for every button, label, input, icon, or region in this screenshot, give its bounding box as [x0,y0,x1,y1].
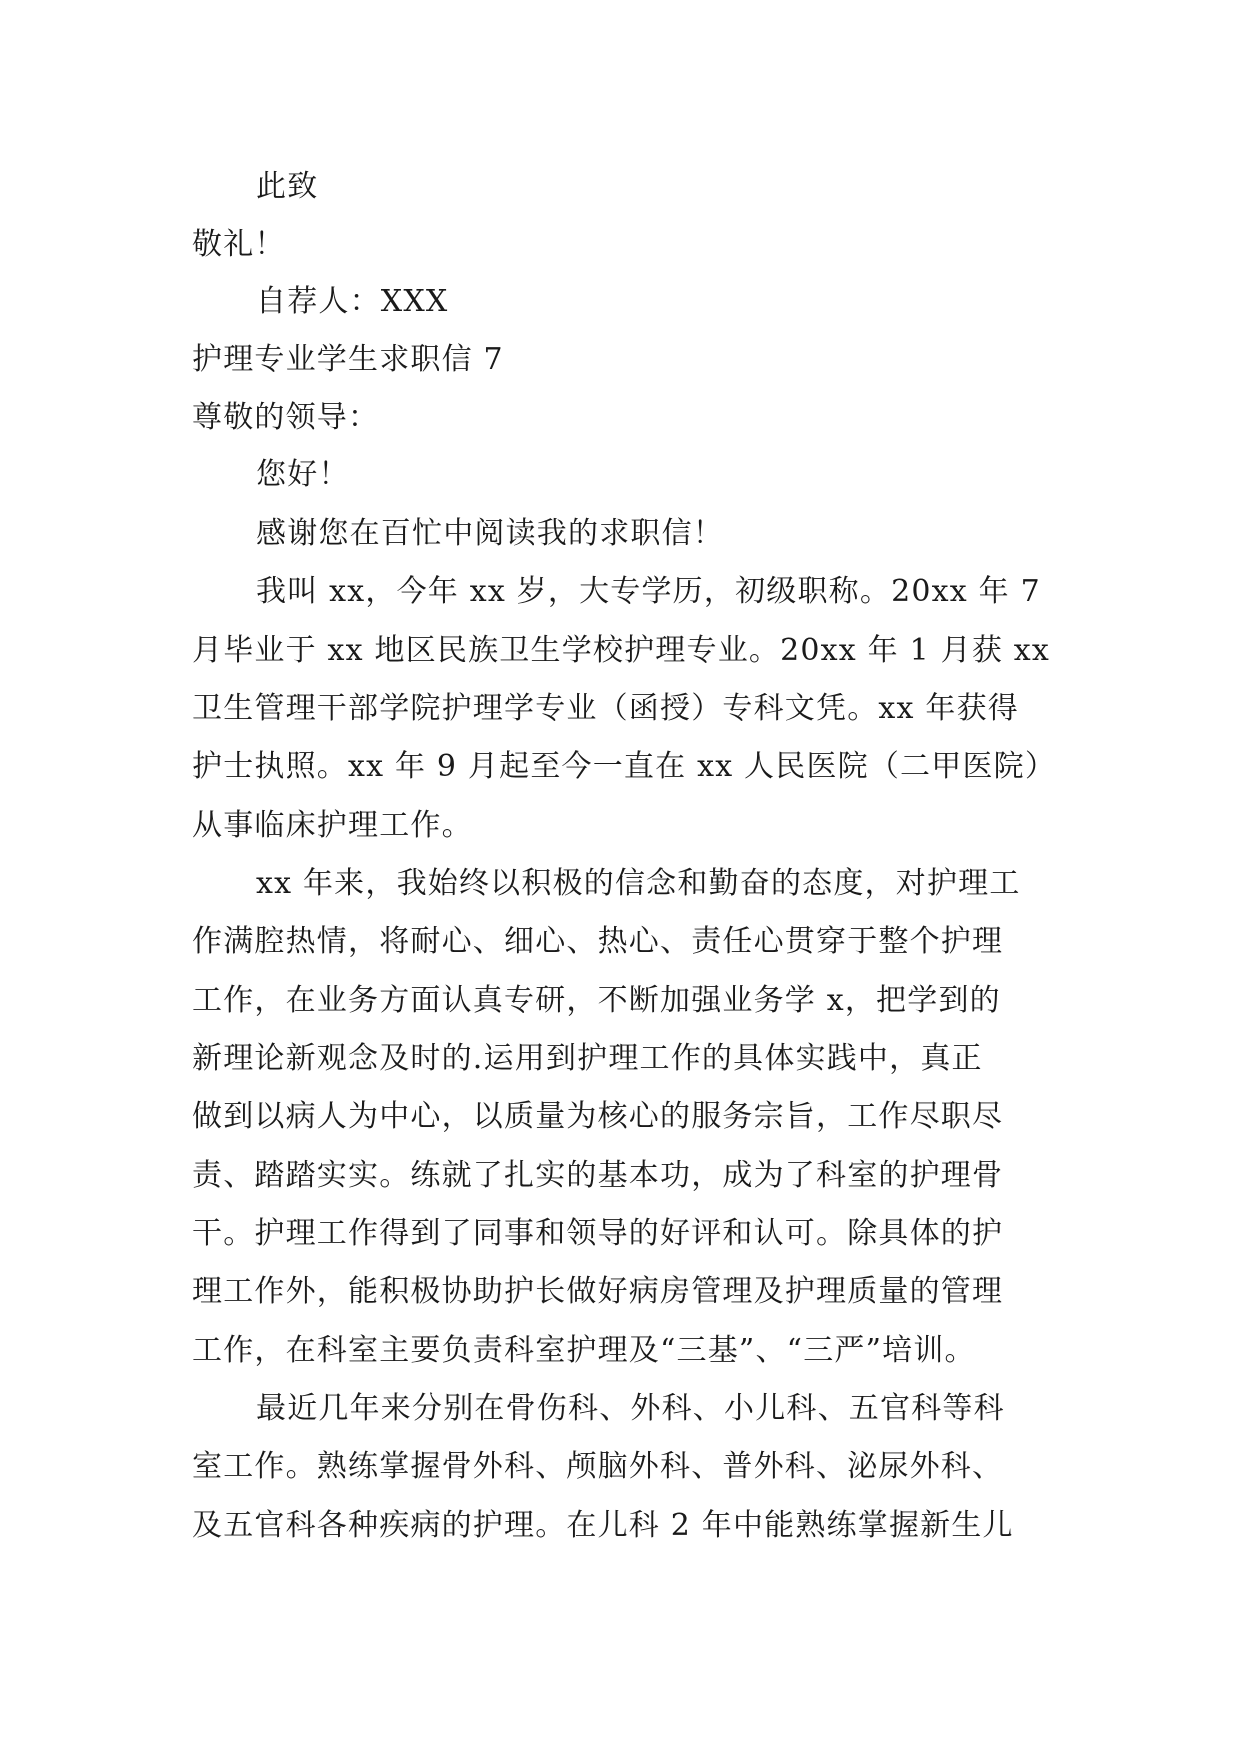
paragraph-line: 感谢您在百忙中阅读我的求职信！ [256,516,724,551]
paragraph-line: 新理论新观念及时的.运用到护理工作的具体实践中，真正 [192,1041,983,1076]
paragraph-line: 作满腔热情，将耐心、细心、热心、责任心贯穿于整个护理 [192,924,1004,959]
paragraph-line: 月毕业于 xx 地区民族卫生学校护理专业。20xx 年 1 月获 xx [192,633,1050,668]
paragraph-line: 工作，在业务方面认真专研，不断加强业务学 x，把学到的 [192,983,1001,1018]
signature-line: 自荐人：XXX [256,284,449,319]
paragraph-line: 室工作。熟练掌握骨外科、颅脑外科、普外科、泌尿外科、 [192,1449,1004,1484]
paragraph-line: xx 年来，我始终以积极的信念和勤奋的态度，对护理工 [256,866,1021,901]
greeting-line: 尊敬的领导： [192,400,380,435]
paragraph-line: 从事临床护理工作。 [192,808,473,843]
salutation-closing: 敬礼！ [192,227,286,262]
paragraph-line: 理工作外，能积极协助护长做好病房管理及护理质量的管理 [192,1274,1004,1309]
paragraph-line: 工作，在科室主要负责科室护理及“三基”、“三严”培训。 [192,1333,976,1368]
closing-line: 此致 [256,169,319,204]
paragraph-line: 最近几年来分别在骨伤科、外科、小儿科、五官科等科 [256,1391,1005,1426]
paragraph-line: 干。护理工作得到了同事和领导的好评和认可。除具体的护 [192,1216,1004,1251]
paragraph-line: 做到以病人为中心，以质量为核心的服务宗旨，工作尽职尽 [192,1099,1004,1134]
section-title: 护理专业学生求职信 7 [192,342,504,377]
paragraph-line: 责、踏踏实实。练就了扎实的基本功，成为了科室的护理骨 [192,1158,1004,1193]
paragraph-line: 我叫 xx，今年 xx 岁，大专学历，初级职称。20xx 年 7 [256,574,1041,609]
paragraph-line: 及五官科各种疾病的护理。在儿科 2 年中能熟练掌握新生儿 [192,1508,1014,1543]
paragraph-line: 护士执照。xx 年 9 月起至今一直在 xx 人民医院（二甲医院） [192,749,1057,784]
paragraph-line: 您好！ [256,457,350,492]
paragraph-line: 卫生管理干部学院护理学专业（函授）专科文凭。xx 年获得 [192,691,1019,726]
